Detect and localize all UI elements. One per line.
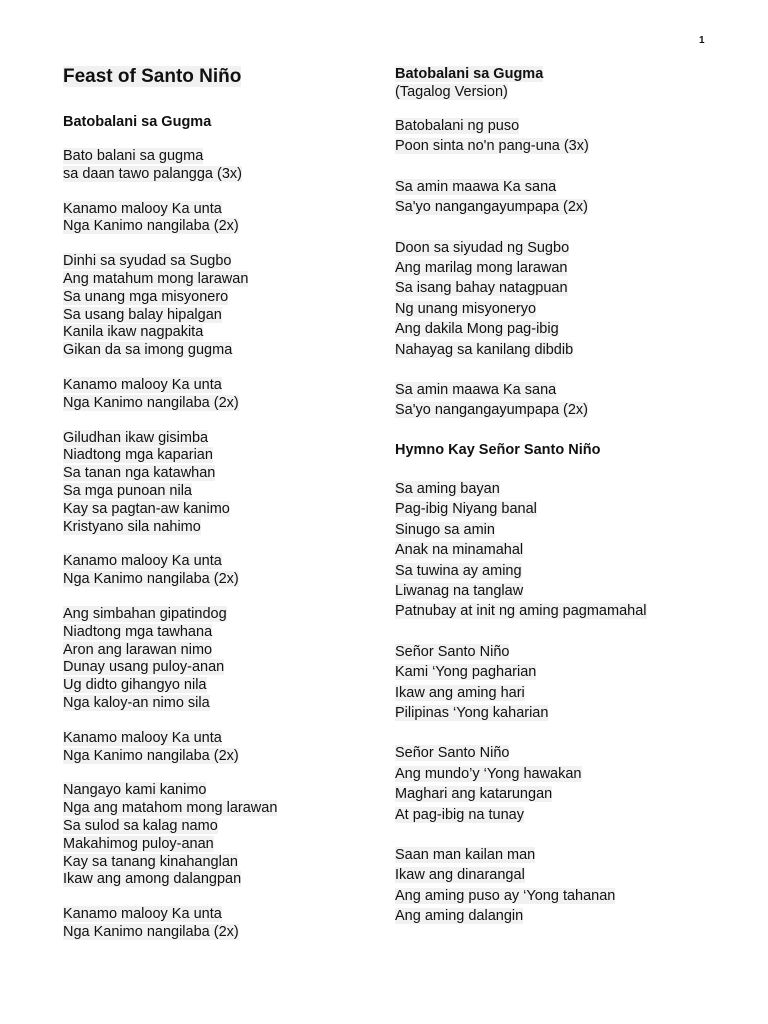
lyric-line [395, 805, 725, 825]
lyric-line [395, 400, 725, 420]
stanza [63, 377, 363, 413]
lyric-line [63, 818, 363, 836]
document-title-text: Feast of Santo Niño [63, 66, 242, 87]
lyric-line-text: Liwanag na tanglaw [395, 582, 524, 599]
lyric-line-text: Ang marilag mong larawan [395, 260, 568, 277]
lyric-line-text: Kanamo malooy Ka unta [63, 729, 222, 746]
lyric-line-text: Giludhan ikaw gisimba [63, 429, 209, 446]
lyric-line [63, 465, 363, 483]
lyric-line [395, 581, 725, 601]
lyric-line [63, 324, 363, 342]
lyric-line [63, 342, 363, 360]
lyric-line [63, 906, 363, 924]
lyric-line [63, 553, 363, 571]
lyric-line [395, 683, 725, 703]
lyric-line [395, 177, 725, 197]
lyric-line [63, 730, 363, 748]
lyric-line-text: Nga ang matahom mong larawan [63, 800, 278, 817]
lyric-line-text: Sa amin maawa Ka sana [395, 178, 557, 195]
lyric-line [63, 871, 363, 889]
lyric-line-text: Aron ang larawan nimo [63, 641, 213, 658]
lyric-line-text: Sa usang balay hipalgan [63, 306, 222, 323]
lyric-line-text: Ikaw ang dinarangal [395, 867, 525, 884]
lyric-line [395, 278, 725, 298]
song-subtitle-text: (Tagalog Version) [395, 84, 508, 100]
lyric-line-text: Kanamo malooy Ka unta [63, 906, 222, 923]
lyric-line-text: Sa'yo nangangayumpapa (2x) [395, 199, 589, 216]
lyric-line-text: Batobalani ng puso [395, 118, 520, 134]
lyric-line-text: Nga Kanimo nangilaba (2x) [63, 571, 239, 588]
lyric-line-text: Maghari ang katarungan [395, 786, 553, 803]
lyric-line-text: Kanamo malooy Ka unta [63, 553, 222, 570]
lyric-line [395, 540, 725, 560]
stanza [63, 430, 363, 537]
lyric-line [63, 377, 363, 395]
lyric-line-text: Dunay usang puloy-anan [63, 659, 225, 676]
stanza [395, 845, 725, 927]
lyric-line [395, 197, 725, 217]
lyric-line-text: Ang simbahan gipatindog [63, 605, 227, 622]
lyric-line [63, 748, 363, 766]
page-number: 1 [699, 35, 705, 46]
lyric-line [63, 519, 363, 537]
stanza [395, 116, 725, 157]
lyric-line-text: Saan man kailan man [395, 846, 536, 863]
lyric-line [395, 299, 725, 319]
left-song-lyrics [63, 148, 363, 942]
lyric-line-text: Niadtong mga tawhana [63, 623, 213, 640]
lyric-line [63, 571, 363, 589]
lyric-line-text: Sa unang mga misyonero [63, 288, 229, 305]
lyric-line [63, 782, 363, 800]
lyric-line [395, 743, 725, 763]
lyric-line-text: Sa amin maawa Ka sana [395, 382, 557, 399]
lyric-line-text: Ang mundo’y ‘Yong hawakan [395, 765, 582, 782]
lyric-line [395, 116, 725, 136]
lyric-line [63, 395, 363, 413]
stanza [63, 201, 363, 237]
lyric-line [395, 764, 725, 784]
lyric-line-text: Kanila ikaw nagpakita [63, 324, 204, 341]
lyric-line-text: Ang aming puso ay ‘Yong tahanan [395, 887, 616, 904]
lyric-line-text: Dinhi sa syudad sa Sugbo [63, 253, 232, 270]
lyric-line-text: Sa'yo nangangayumpapa (2x) [395, 402, 589, 419]
lyric-line-text: Sa isang bahay natagpuan [395, 280, 568, 297]
lyric-line-text: Poon sinta no'n pang-una (3x) [395, 138, 589, 155]
lyric-line-text: Sa aming bayan [395, 480, 500, 497]
lyric-line [63, 201, 363, 219]
stanza [63, 730, 363, 766]
stanza [395, 177, 725, 218]
stanza [63, 553, 363, 589]
lyric-line [395, 258, 725, 278]
lyric-line-text: Kristyano sila nahimo [63, 518, 201, 535]
stanza [63, 782, 363, 889]
lyric-line-text: Sinugo sa amin [395, 521, 495, 538]
lyric-line-text: Ang dakila Mong pag-ibig [395, 321, 559, 338]
lyric-line-text: Ang matahum mong larawan [63, 270, 249, 287]
lyric-line-text: Pag-ibig Niyang banal [395, 501, 537, 518]
lyric-line-text: Niadtong mga kaparian [63, 447, 213, 464]
stanza [395, 479, 725, 622]
lyric-line [63, 253, 363, 271]
lyric-line-text: Sa tanan nga katawhan [63, 465, 216, 482]
lyric-line-text: Ikaw ang among dalangpan [63, 871, 242, 888]
lyric-line [63, 677, 363, 695]
left-column [63, 66, 363, 959]
lyric-line-text: Kanamo malooy Ka unta [63, 376, 222, 393]
document-title [63, 66, 363, 88]
lyric-line-text: Pilipinas ‘Yong kaharian [395, 704, 549, 721]
lyric-line [395, 136, 725, 156]
lyric-line-text: Gikan da sa imong gugma [63, 342, 233, 359]
song-title-text: Batobalani sa Gugma [395, 66, 544, 82]
lyric-line [63, 642, 363, 660]
song-title [395, 65, 725, 83]
right-song-1-lyrics [395, 116, 725, 421]
lyric-line [63, 218, 363, 236]
lyric-line-text: Kay sa pagtan-aw kanimo [63, 500, 230, 517]
lyric-line [63, 800, 363, 818]
lyric-line [63, 659, 363, 677]
lyric-line [63, 501, 363, 519]
lyric-line-text: Nahayag sa kanilang dibdib [395, 341, 574, 358]
lyric-line [63, 307, 363, 325]
lyric-line [63, 430, 363, 448]
song-title: Batobalani sa Gugma [63, 114, 212, 130]
lyric-line [395, 784, 725, 804]
stanza [63, 148, 363, 184]
lyric-line-text: Nga Kanimo nangilaba (2x) [63, 394, 239, 411]
lyric-line [395, 886, 725, 906]
lyric-line [395, 865, 725, 885]
lyric-line [63, 447, 363, 465]
lyric-line-text: sa daan tawo palangga (3x) [63, 165, 242, 182]
lyric-line [63, 148, 363, 166]
lyric-line-text: Anak na minamahal [395, 542, 524, 559]
stanza [395, 238, 725, 360]
lyric-line [395, 479, 725, 499]
lyric-line [395, 499, 725, 519]
song-subtitle [395, 83, 725, 101]
right-song-2-lyrics [395, 479, 725, 927]
lyric-line-text: Kay sa tanang kinahanglan [63, 853, 238, 870]
lyric-line [395, 520, 725, 540]
lyric-line-text: Makahimog puloy-anan [63, 835, 214, 852]
lyric-line [395, 642, 725, 662]
lyric-line [63, 289, 363, 307]
lyric-line [395, 845, 725, 865]
lyric-line-text: Patnubay at init ng aming pagmamahal [395, 603, 647, 620]
lyric-line-text: Nga Kanimo nangilaba (2x) [63, 747, 239, 764]
lyric-line [395, 561, 725, 581]
song-title: Hymno Kay Señor Santo Niño [395, 441, 601, 458]
lyric-line [395, 662, 725, 682]
lyric-line [63, 695, 363, 713]
lyric-line-text: Nangayo kami kanimo [63, 782, 207, 799]
lyric-line [63, 166, 363, 184]
lyric-line-text: Ang aming dalangin [395, 908, 524, 925]
lyric-line [395, 601, 725, 621]
lyric-line-text: Señor Santo Niño [395, 643, 510, 660]
lyric-line-text: Ikaw ang aming hari [395, 684, 525, 701]
lyric-line-text: At pag-ibig na tunay [395, 806, 524, 823]
lyric-line [395, 906, 725, 926]
lyric-line-text: Ug didto gihangyo nila [63, 677, 207, 694]
lyric-line [63, 836, 363, 854]
lyric-line-text: Nga kaloy-an nimo sila [63, 694, 210, 711]
lyric-line [63, 854, 363, 872]
stanza [395, 380, 725, 421]
lyric-line [63, 271, 363, 289]
lyric-line-text: Sa sulod sa kalag namo [63, 817, 218, 834]
lyric-line-text: Kanamo malooy Ka unta [63, 200, 222, 217]
stanza [395, 642, 725, 724]
stanza [63, 253, 363, 360]
lyric-line-text: Nga Kanimo nangilaba (2x) [63, 923, 239, 940]
lyric-line-text: Señor Santo Niño [395, 745, 510, 762]
lyric-line [395, 703, 725, 723]
lyric-line [395, 238, 725, 258]
stanza [395, 743, 725, 825]
lyric-line-text: Doon sa siyudad ng Sugbo [395, 239, 570, 256]
lyric-line-text: Nga Kanimo nangilaba (2x) [63, 218, 239, 235]
stanza [63, 906, 363, 942]
lyric-line [395, 380, 725, 400]
lyric-line-text: Kami ‘Yong pagharian [395, 664, 537, 681]
lyric-line [63, 624, 363, 642]
lyric-line [395, 340, 725, 360]
lyric-line [63, 483, 363, 501]
lyric-line-text: Sa mga punoan nila [63, 482, 192, 499]
right-column [395, 65, 725, 947]
lyric-line-text: Bato balani sa gugma [63, 148, 204, 164]
lyric-line-text: Sa tuwina ay aming [395, 562, 522, 579]
lyric-line-text: Ng unang misyoneryo [395, 300, 537, 317]
lyric-line [63, 606, 363, 624]
lyric-line [395, 319, 725, 339]
lyric-line [63, 924, 363, 942]
stanza [63, 606, 363, 713]
